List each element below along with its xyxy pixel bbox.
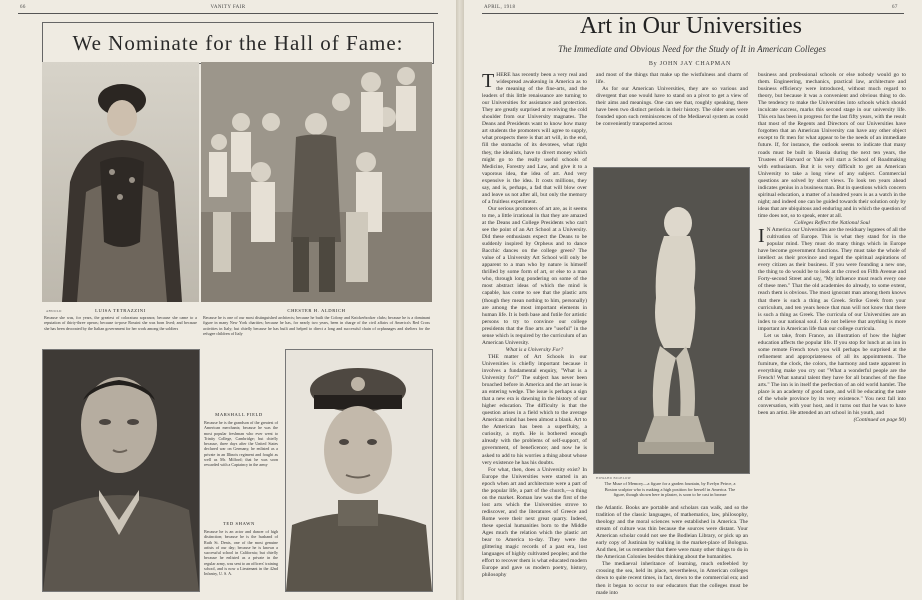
page-number-left: 66: [20, 5, 26, 10]
col2-para-1: and most of the things that make up the wistfulness and charm of life.: [596, 72, 748, 86]
col2-para-3: the Atlantic. Books are portable and scholars can walk, and so the tradition of the classic languages, of mathematics, law, philosophy, theology and the moral sciences were established in America. The stream of culture was thin because the sources were distant. Your American scholar could not see the Bodleian Library, or pick up an early copy of Justinian by walking in the market-place of Bologna. And then, let us remember that there were many other things to do in the American Colonies besides thinking about the humanities.: [596, 505, 748, 561]
continued-note: (Continued on page 90): [853, 417, 906, 424]
photo-credit: ARNOLD: [46, 309, 62, 313]
article-subtitle: The Immediate and Obvious Need for the Study of It in American Colleges: [558, 44, 826, 54]
gutter: [456, 0, 464, 600]
article-column-1: [482, 72, 587, 598]
page-number-right: 67: [892, 5, 898, 10]
article-column-2-top: [596, 72, 748, 162]
col1-para-3: THE matter of Art Schools in our Universities is chiefly important because it involves a fundamental enquiry, "What is a University for?" The subject has never been broached before in America and the art issue is an entering wedge. The issue is perhaps a sign that a new era is dawning in the history of our higher education. The difficulty is that the question arises in a field which to the average American mind has been almost a blank. Art to the American has been a superfluity, a curiosity, a myth. He is bothered enough already with the problems of self-support, of government, of beneficence; and now he is asked to add to his worries a thing about whose very existence he has his doubts.: [482, 353, 587, 466]
left-page: [0, 0, 456, 600]
field-caption: Because he is the grandson of the greatest of American merchants; because he was the most popular freshman who ever went to Trinity College, Cambridge; but chiefly because, three days after the United States declared war on Germany, he enlisted as a private in an Illinois regiment and fought as well as Mr. Milford; that he was soon rewarded with a Captaincy in the army: [204, 420, 278, 468]
title-box: [42, 22, 434, 64]
dropcap-i: I: [758, 225, 765, 248]
article-byline: By JOHN JAY CHAPMAN: [648, 61, 732, 67]
shawn-name: TED SHAWN: [223, 521, 255, 526]
col1-para-1: HERE has recently been a very real and widespread awakening in America as to the meaning of the fine-arts, and the leaders of this little renaissance are turning to our Universities for assistance and protection. They are greatly surprised at receiving the cold shoulder from our University magnates. The Deans and Presidents want to know how many art students the promoters will agree to supply, what prospects there is that art will, in the end, fill the stomachs of its devotees, what right they, the idealists, have to divert money which might go to the really useful schools of Medicine, Forestry and Law, and give it to a vaporous idea, the idea of art. And very expensive is the idea. It costs millions, they say, and is, perhaps, a fad that will blow over and leave us not after all, but only the memory of a fruitless experiment.: [482, 72, 587, 205]
article-column-3: [758, 72, 906, 598]
article-column-2-bottom: [596, 505, 748, 598]
aldrich-photo: [201, 62, 432, 302]
dropcap-t: T: [482, 72, 495, 92]
header-rule-left: [18, 13, 438, 14]
tetrazzini-caption: Because she was, for years, the greatest of coloratura sopranos; because she came to a reputation of thirty-three operas; because to-pose Rossini she was born lived; and because she has been decorated by the Italian government for her work among the soldiers: [44, 315, 197, 331]
col1-para-4: For what, then, does a University exist? In Europe the Universities were started in an epoch when art and architecture were a part of the popular life, a part of the church,—a thing on the market. Roman law was the first of the lost arts which the Universities strove to rediscover, and the literatures of Greece and Rome were their next great quarry. Indeed, these special humanities born to the Middle Ages much the relation which the plastic art bear to America to-day. They were the glittering magic records of a past era, lost languages of highly cultivated peoples; and the effort to recover them is what educated modern Europe and gave us modern poetry, history, philosophy: [482, 466, 587, 579]
col2-para-4: The mediaeval inheritance of learning, much enfeebled by crossing the sea, held its place, nevertheless, in American colleges down to quite recent times, in fact, down to the commercial era; and then it began to occur to our educators that the colleges must be made into: [596, 561, 748, 596]
statue-credit: EDWARD BIGELOW: [596, 476, 632, 480]
field-photo: [42, 349, 200, 592]
dateline-right: APRIL, 1918: [484, 5, 516, 10]
col3-para-1: business and professional schools or else nobody would go to them. Engineering, mechanics, practical law, architecture and business efficiency were introduced, without much regard to theory, but because it was a convenient and obvious thing to do. The tendency to make the Universities into schools which should inculcate success, marks this second stage in our university life. This era has been in progress for the last fifty years, with the result that most of the Regents and Directors of our Universities have forgotten that an American University can have any other object except to fit men for what appear to be the needs of an immediate future. If, for instance, the outlook seems to indicate that many roads must be built in Russia during the next ten years, the Trustees of Harvard or Yale will start a School of Roadmaking with enthusiasm. But it is very difficult to get an American University to take a long view of any subject. Commercial questions are solved by short views. To look ten years ahead indicates genius in a business man. But in questions which concern spiritual education, a matter of a hundred years is as a watch in the night; and indeed one can be guided towards their solution only by ideas that are ubiquitous and enduring and in which the question of time does not, so to speak, enter at all.: [758, 72, 906, 219]
col1-para-2: Our serious promoters of art are, as it seems to me, a little irrational in that they are amazed at the Deans and College Presidents who can't see the point of an Art School at a University. Did these enthusiasts expect the Deans to be suddenly inspired by Orpheus and to dance Bacchic dances on the college green? The value of a University Art School will only be apparent to a man who by nature is himself thrilled by some form of art, or else to a man who, through long pondering on some of the most abstract ideas of which the mind is capable, has come to see that the plastic arts (though they mean nothing to him, personally) are among the most important elements in human life. It is both base and futile for artistic persons to try to convince our college presidents that the fine arts are "useful" in the sense which is required by the curriculum of an American University.: [482, 205, 587, 346]
shawn-caption: Because he is an actor and dancer of high distinction; because he is the husband of Ruth St. Denis, one of the most genuine artists of our day; because he is known a successful school in California; but chiefly because he enlisted as a private in the regular army, was sent to an officers' training school, and is now a Lieutenant in the 42nd Infantry, U. S. A.: [204, 529, 278, 577]
aldrich-caption: Because he is one of our most distinguished architects; because he built the Colony and Knickerbocker clubs; because he is a dominant figure in many New York charities; because he has, for nearly two years, been in charge of the civil affairs of America's Red Cross activities in Italy; but chiefly because he has built and helped to direct a long and successful chain of orphanages and shelters for the refugee children of Italy: [203, 315, 430, 336]
subhead-university: What is a University For?: [505, 346, 564, 353]
statue-photo: [593, 167, 750, 474]
page-title-left: We Nominate for the Hall of Fame:: [72, 30, 404, 55]
col3-para-2: N America our Universities are the residuary legatees of all the cultivation of Europe. This is what they stand for in the popular mind. They must do many things which in Europe have become government functions. They must take the whole of intellect as their province and regard the spiritual aspirations of every citizen as their business. If you were founding a new one, the thing to do would be to look at the crowd on Fifth Avenue and Forty-second Street and say, "My influence must reach every one of these men." That the old academies do already, to some extent, reach them is obvious. The most ignorant man among them knows that there is such a thing as Greek. Strike Greek from your curriculum, and ten years hence that man will not know that there is such a thing as Greek. The curricula of our Universities are an index to our national soul. I do not believe that anything is more important in American life than our college curricula.: [758, 227, 906, 332]
shawn-photo: [285, 349, 433, 592]
col2-para-2: As for our American Universities, they are so various and divergent that one would have to stand on a pivot to get a view of their aims and meanings. One can see that, roughly speaking, there have been two distinct periods in their history. The older ones were founded upon such reminiscences of the Mediaeval system as could be conveniently transported across: [596, 86, 748, 128]
aldrich-name: CHESTER H. ALDRICH: [287, 308, 346, 313]
article-title: Art in Our Universities: [580, 13, 802, 39]
tetrazzini-photo: [42, 62, 199, 302]
col3-para-3: Let us take, from France, an illustration of how the higher education affects the popular life. If you stop for lunch at an inn in some remote French town you will perhaps be surprised at the refinement and appropriateness of all its appointments. The furniture, the clock, the colors, the harmony and taste apparent in everything make you cry out "What a wonderful people are the French! What natural talent they have for all branches of the fine arts." The inn is in itself the perfection of an old world hamlet. The place is an academy of good taste, and will be educating the taste of the whole province by its very existence." You next fall into conversation, with your host, and it turns out that he was to have been an artist. He attended an art school in his youth, and: [758, 332, 906, 417]
running-head-left: VANITY FAIR: [210, 5, 246, 10]
field-name: MARSHALL FIELD: [215, 412, 263, 417]
statue-caption: The Muse of Memory—a figure for a garden fountain, by Evelyn Peirce, a Boston sculptor who is making a high position for herself in America. The figure, though shown here in plaster, is soon to be cast in bronze: [604, 481, 736, 498]
tetrazzini-name: LUISA TETRAZZINI: [95, 308, 146, 313]
subhead-colleges: Colleges Reflect the National Soul: [794, 219, 870, 226]
